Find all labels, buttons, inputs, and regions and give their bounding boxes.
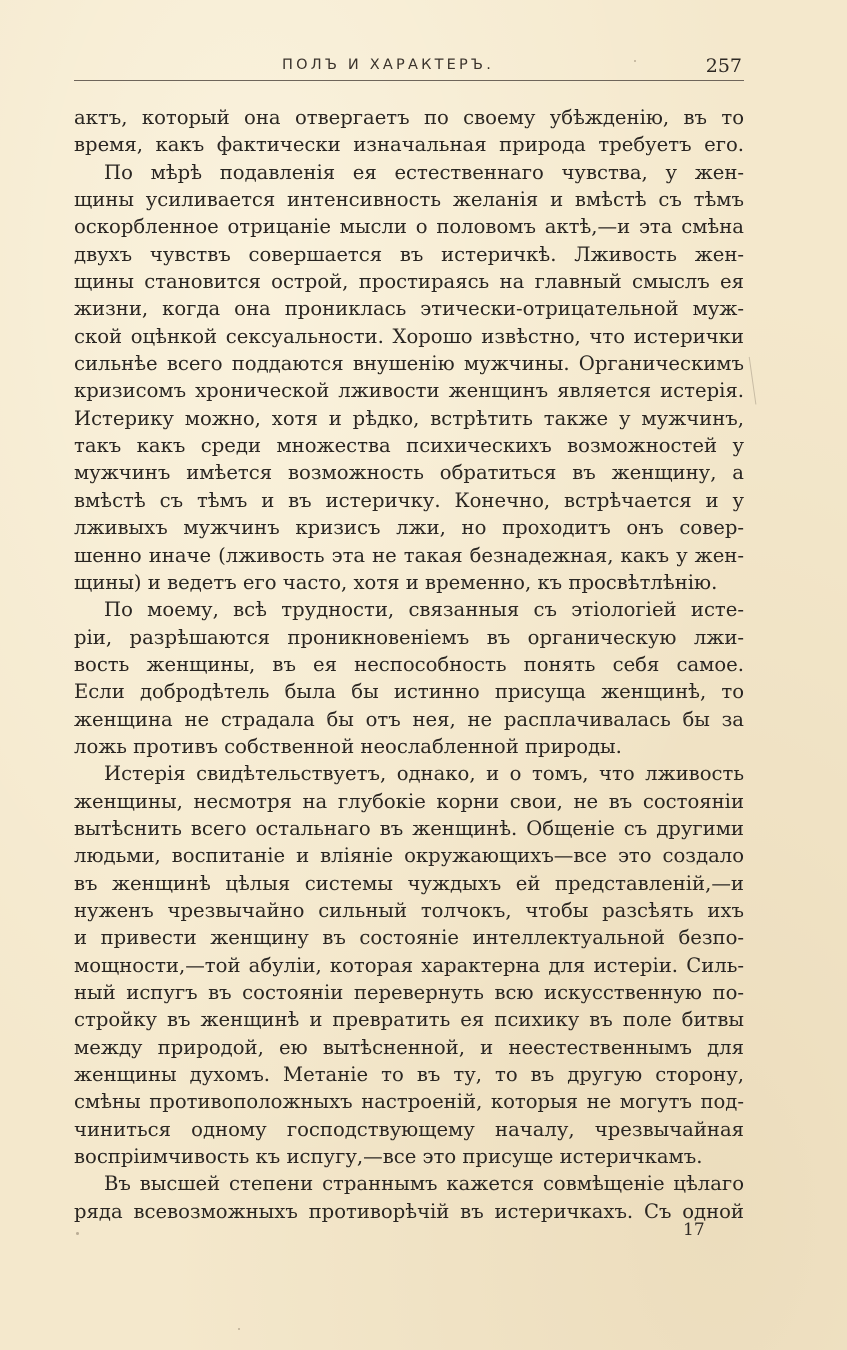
text-line: актъ, который она отвергаетъ по своему убѣжденію, въ то	[74, 106, 744, 129]
printer-signature: 17	[683, 1220, 705, 1240]
text-line: щины становится острой, простираясь на главный смыслъ ея	[74, 270, 744, 294]
text-line: людьми, воспитаніе и вліяніе окружающихъ—все это создало	[74, 844, 744, 868]
text-line: По моему, всѣ трудности, связанныя съ этіологіей исте-	[104, 598, 744, 622]
text-line: въ женщинѣ цѣлыя системы чуждыхъ ей представленій,—и	[74, 871, 744, 895]
text-line: Въ высшей степени страннымъ кажется совмѣщеніе цѣлаго	[104, 1172, 744, 1196]
running-head	[74, 55, 746, 79]
text-line: Если добродѣтель была бы истинно присуща женщинѣ, то	[74, 680, 744, 704]
text-line: шенно иначе (лживость эта не такая безнадежная, какъ у жен-	[74, 543, 744, 567]
text-line: ріи, разрѣшаются проникновеніемъ въ органическую лжи-	[74, 625, 744, 649]
text-line: щины усиливается интенсивность желанія и вмѣстѣ съ тѣмъ	[74, 188, 744, 212]
paper-speck	[76, 1232, 79, 1235]
text-line: чиниться одному господствующему началу, чрезвычайная	[74, 1117, 744, 1141]
page-number: 257	[705, 55, 742, 77]
text-line: такъ какъ среди множества психическихъ возможностей у	[74, 434, 744, 458]
text-line: мужчинъ имѣется возможность обратиться въ женщину, а	[74, 461, 744, 485]
text-line: стройку въ женщинѣ и превратить ея психику въ поле битвы	[74, 1008, 744, 1032]
body-text	[74, 104, 744, 1225]
text-line: ложь противъ собственной неослабленной природы.	[74, 734, 622, 758]
text-line: женщины духомъ. Метаніе то въ ту, то въ другую сторону,	[74, 1063, 744, 1087]
text-line: время, какъ фактически изначальная природа требуетъ его.	[74, 133, 744, 157]
text-line: воспріимчивость къ испугу,—все это присуще истеричкамъ.	[74, 1145, 703, 1169]
margin-mark	[749, 355, 767, 404]
text-line: сильнѣе всего поддаются внушенію мужчины. Органическимъ	[74, 352, 744, 376]
text-line: женщина не страдала бы отъ нея, не расплачивалась бы за	[74, 707, 744, 731]
text-line: ный испугъ въ состояніи перевернуть всю искусственную по-	[74, 981, 744, 1004]
paper-speck	[634, 60, 636, 62]
text-line: Истерику можно, хотя и рѣдко, встрѣтить также у мужчинъ,	[74, 406, 744, 430]
text-line: женщины, несмотря на глубокіе корни свои, не въ состояніи	[74, 789, 744, 813]
text-line: между природой, ею вытѣсненной, и неестественнымъ для	[74, 1035, 744, 1059]
text-line: мощности,—той абуліи, которая характерна для истеріи. Силь-	[74, 953, 744, 977]
text-line: оскорбленное отрицаніе мысли о половомъ актѣ,—и эта смѣна	[74, 215, 744, 239]
text-line: и привести женщину въ состояніе интеллектуальной безпо-	[74, 926, 744, 950]
paper-speck	[238, 1328, 240, 1330]
text-line: двухъ чувствъ совершается въ истеричкѣ. Лживость жен-	[74, 242, 744, 266]
text-line: лживыхъ мужчинъ кризисъ лжи, но проходитъ онъ совер-	[74, 516, 744, 540]
text-line: вытѣснить всего остальнаго въ женщинѣ. Общеніе съ другими	[74, 816, 744, 840]
text-line: вость женщины, въ ея неспособность понять себя самое.	[74, 652, 744, 676]
text-line: По мѣрѣ подавленія ея естественнаго чувства, у жен-	[104, 160, 744, 184]
text-line: ской оцѣнкой сексуальности. Хорошо извѣстно, что истерички	[74, 324, 744, 348]
text-line: нуженъ чрезвычайно сильный толчокъ, чтобы разсѣять ихъ	[74, 898, 744, 922]
text-line: щины) и ведетъ его часто, хотя и временно, къ просвѣтлѣнію.	[74, 570, 718, 594]
text-line: Истерія свидѣтельствуетъ, однако, и о томъ, что лживость	[104, 762, 744, 786]
text-line: жизни, когда она прониклась этически-отрицательной муж-	[74, 297, 744, 321]
text-line: смѣны противоположныхъ настроеній, которыя не могутъ под-	[74, 1090, 744, 1114]
header-rule	[74, 80, 744, 81]
text-line: ряда всевозможныхъ противорѣчій въ истеричкахъ. Съ одной	[74, 1199, 744, 1223]
text-line: вмѣстѣ съ тѣмъ и въ истеричку. Конечно, встрѣчается и у	[74, 488, 744, 512]
running-title: ПОЛЪ И ХАРАКТЕРЪ.	[282, 57, 495, 73]
text-line: кризисомъ хронической лживости женщинъ является истерія.	[74, 379, 744, 403]
